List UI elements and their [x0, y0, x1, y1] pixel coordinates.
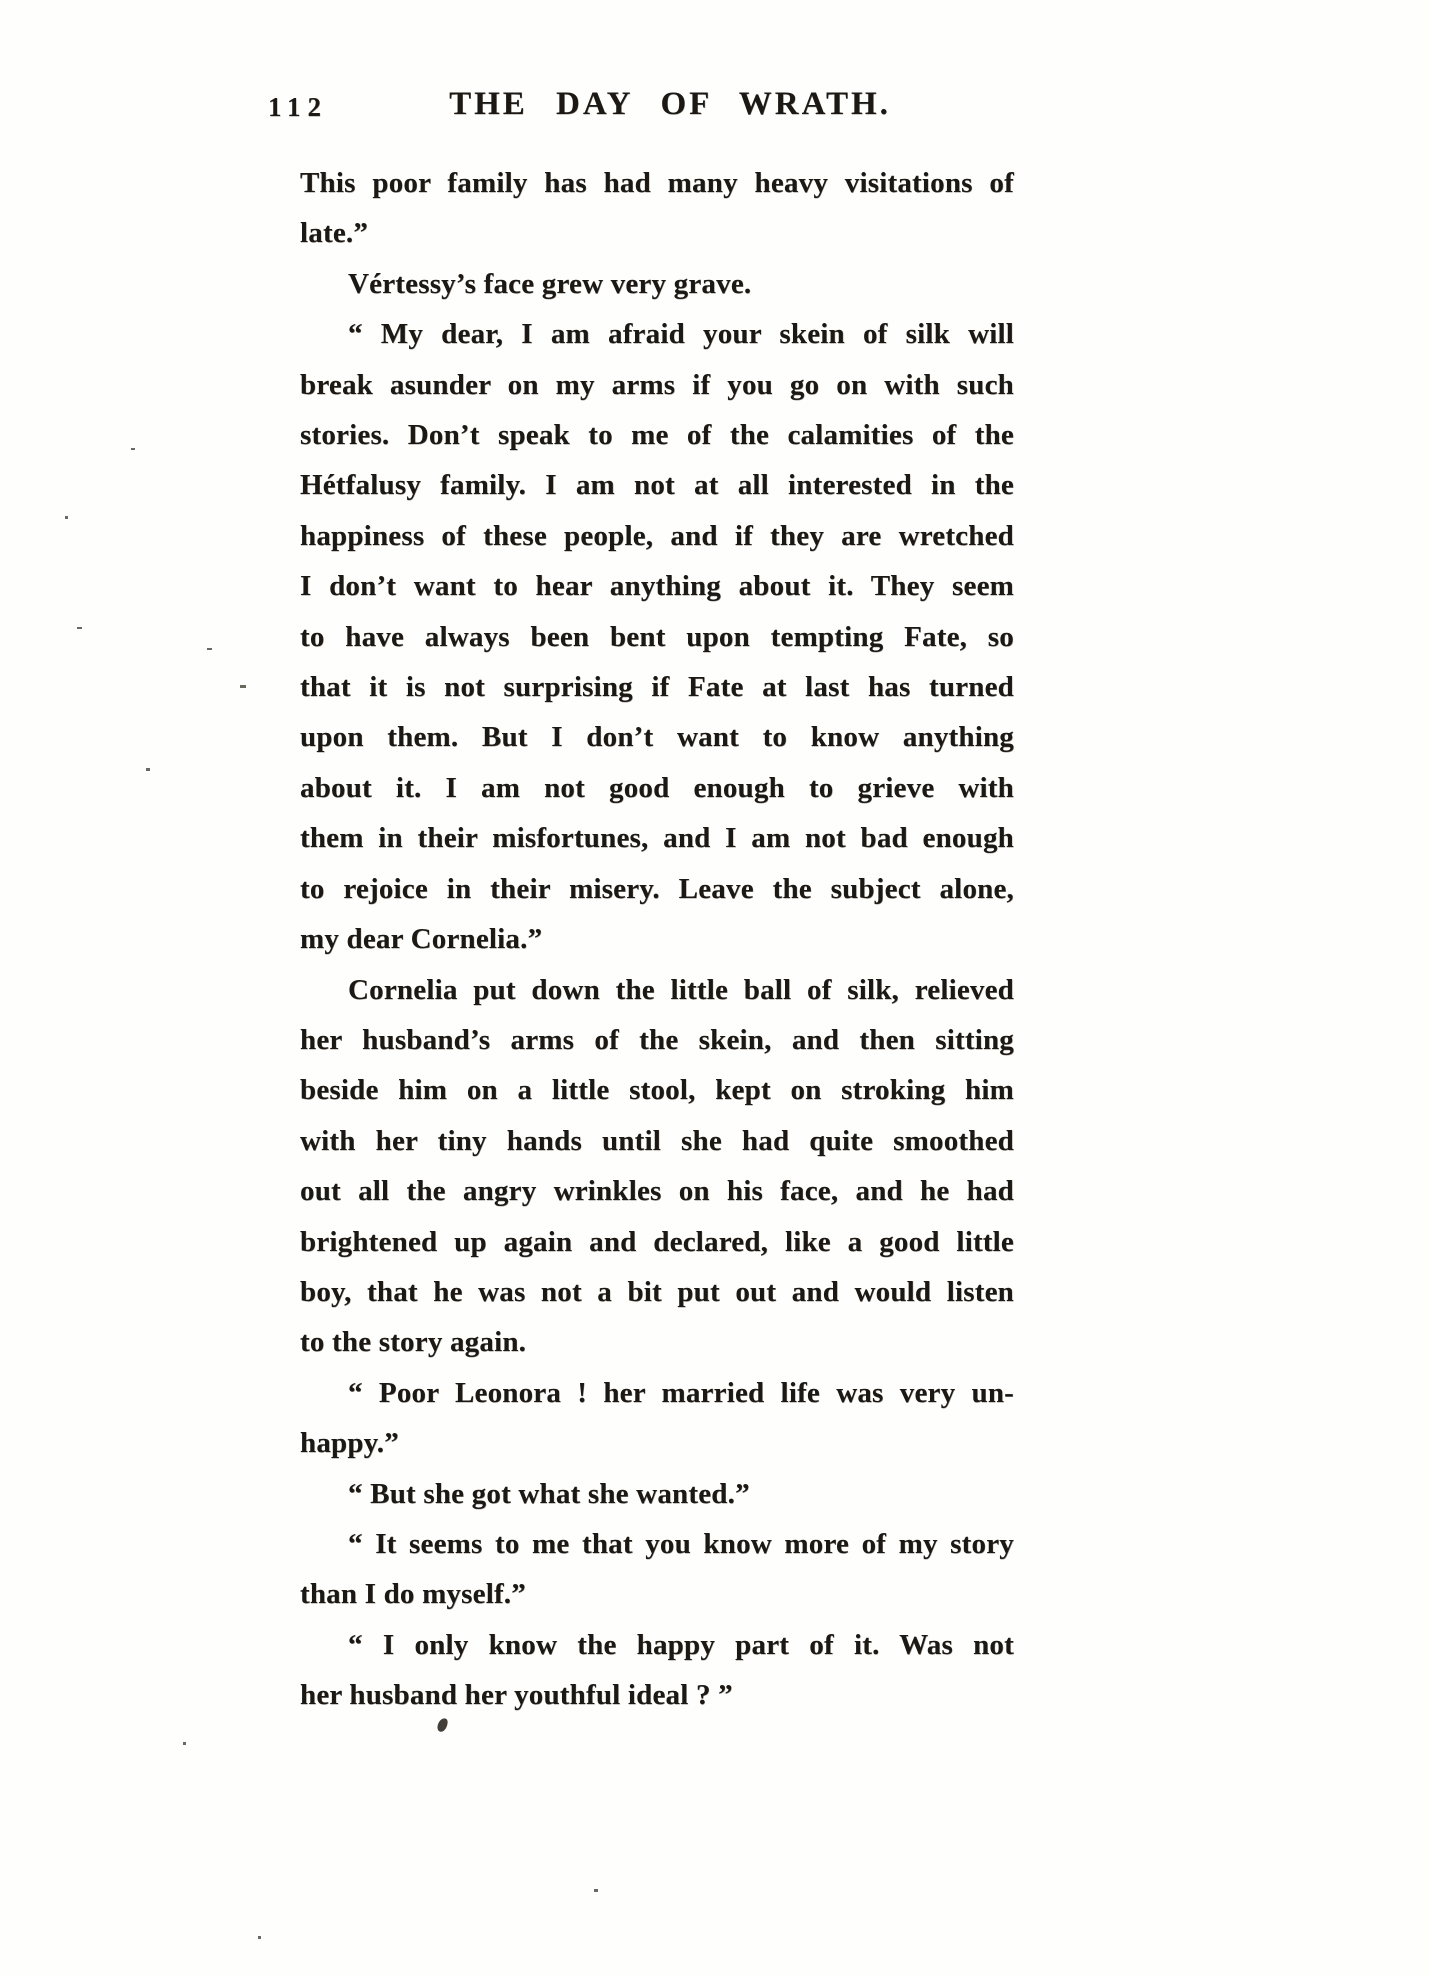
- text-line: Hétfalusy family. I am not at all interested in the: [300, 469, 1014, 502]
- text-line: that it is not surprising if Fate at last has turned: [300, 671, 1014, 704]
- text-line: about it. I am not good enough to grieve with: [300, 771, 1014, 804]
- text-line: her husband her youthful ideal ? ”: [300, 1679, 733, 1712]
- text-line: Vértessy’s face grew very grave.: [348, 267, 752, 300]
- text-line: to rejoice in their misery. Leave the subject alone,: [300, 872, 1014, 905]
- scan-speck: [258, 1936, 261, 1939]
- scan-speck: [594, 1889, 598, 1892]
- text-line: “ I only know the happy part of it. Was not: [348, 1628, 1014, 1661]
- text-line: her husband’s arms of the skein, and then sitting: [300, 1023, 1014, 1056]
- text-line: I don’t want to hear anything about it. They seem: [300, 570, 1014, 603]
- text-line: happy.”: [300, 1427, 399, 1460]
- scan-speck: [77, 627, 82, 629]
- text-line: “ Poor Leonora ! her married life was very un-: [348, 1376, 1014, 1409]
- scan-speck: [146, 768, 150, 771]
- scan-speck: [207, 648, 212, 650]
- running-title: THE DAY OF WRATH.: [449, 86, 891, 122]
- text-column: [300, 158, 1014, 1721]
- text-line: late.”: [300, 217, 369, 250]
- text-line: stories. Don’t speak to me of the calamities of the: [300, 419, 1014, 452]
- text-line: out all the angry wrinkles on his face, and he had: [300, 1175, 1014, 1208]
- text-line: “ But she got what she wanted.”: [348, 1477, 750, 1510]
- text-line: upon them. But I don’t want to know anything: [300, 721, 1014, 754]
- text-line: beside him on a little stool, kept on stroking him: [300, 1074, 1014, 1107]
- text-line: boy, that he was not a bit put out and would listen: [300, 1275, 1014, 1308]
- text-line: to have always been bent upon tempting Fate, so: [300, 620, 1014, 653]
- text-line: Cornelia put down the little ball of silk, relieved: [348, 973, 1014, 1006]
- text-line: than I do myself.”: [300, 1578, 526, 1611]
- text-line: my dear Cornelia.”: [300, 923, 543, 956]
- text-line: “ It seems to me that you know more of my story: [348, 1527, 1014, 1560]
- text-line: “ My dear, I am afraid your skein of silk will: [348, 318, 1014, 351]
- scan-speck: [65, 516, 68, 519]
- scan-speck: [183, 1742, 186, 1745]
- running-header: [0, 84, 1429, 128]
- scan-speck: [240, 685, 246, 688]
- text-line: with her tiny hands until she had quite smoothed: [300, 1124, 1014, 1157]
- text-line: brightened up again and declared, like a good little: [300, 1225, 1014, 1258]
- text-line: to the story again.: [300, 1326, 527, 1359]
- text-line: them in their misfortunes, and I am not bad enough: [300, 822, 1014, 855]
- page-number: 112: [268, 92, 329, 122]
- scan-speck: [131, 448, 135, 450]
- text-line: break asunder on my arms if you go on with such: [300, 368, 1014, 401]
- text-line: This poor family has had many heavy visitations of: [300, 167, 1014, 199]
- text-line: happiness of these people, and if they are wretched: [300, 519, 1014, 552]
